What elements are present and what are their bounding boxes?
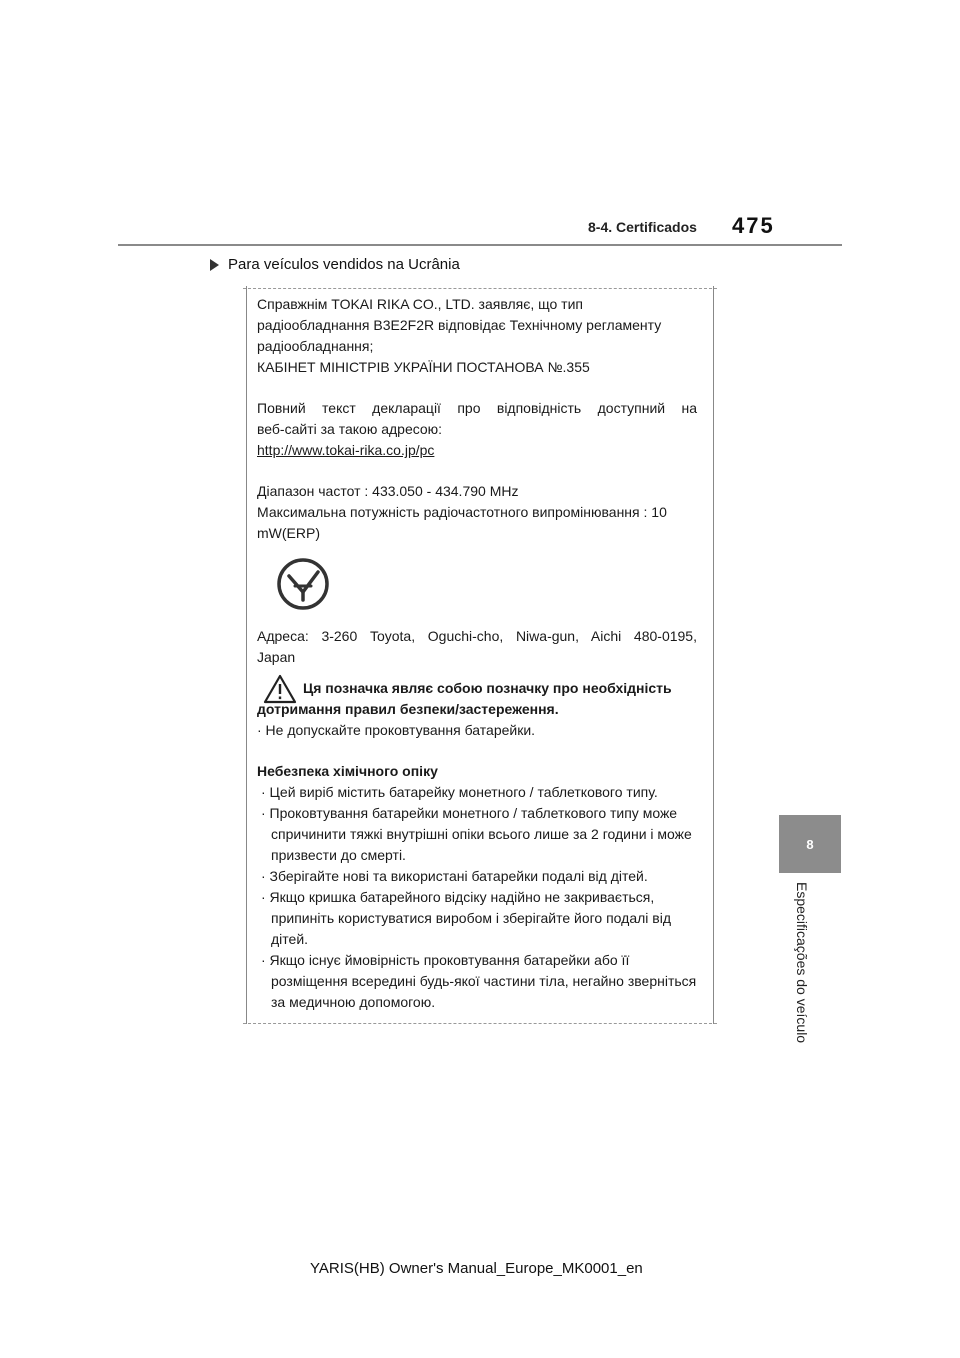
frequency-range: Діапазон частот : 433.050 - 434.790 MHz: [257, 483, 519, 499]
hazard-bullet-4: · Якщо кришка батарейного відсіку надійно не закривається, припиніть користуватися виробом і зберігайте його подалі від дітей.: [261, 889, 672, 947]
warning-heading-1: Ця позначка являє собою позначку про необхідність: [303, 680, 672, 696]
declaration-url[interactable]: http://www.tokai-rika.co.jp/pc: [257, 442, 435, 458]
hazard-bullet-5: · Якщо існує ймовірність проковтування батарейки або її розміщення всередині будь-якої частини тіла, негайно зверніться за медичною допомогою.: [261, 952, 697, 1010]
cert-line-6: веб-сайті за такою адресою:: [257, 421, 443, 437]
cert-line-2: радіообладнання B3E2F2R відповідає Технічному регламенту: [257, 317, 662, 333]
chapter-tab[interactable]: 8: [779, 815, 841, 873]
subsection-heading: [210, 256, 460, 273]
cert-line-5: Повний текст декларації про відповідність доступний на: [257, 400, 697, 416]
box-bottom-border: [243, 1023, 717, 1024]
certificate-content: [257, 294, 697, 1013]
cert-line-4: КАБІНЕТ МІНІСТРІВ УКРАЇНИ ПОСТАНОВА №.355: [257, 359, 590, 375]
warning-notice: [257, 678, 697, 699]
box-top-border: [243, 288, 717, 289]
max-power-line-2: mW(ERP): [257, 525, 320, 541]
address-line-2: Japan: [257, 649, 296, 665]
warning-item: · Не допускайте проковтування батарейки.: [257, 722, 536, 738]
cert-line-1: Справжнім TOKAI RIKA CO., LTD. заявляє, що тип: [257, 296, 583, 312]
chapter-label: Especificações do veículo: [794, 882, 810, 1044]
triangle-bullet-icon: [210, 259, 219, 271]
hazard-bullet-2: · Проковтування батарейки монетного / таблеткового типу може спричинити тяжкі внутрішні опіки всього лише за 2 години і може призвести до смерті.: [261, 805, 692, 863]
subsection-text: Para veículos vendidos na Ucrânia: [228, 256, 460, 273]
ukrainian-conformity-mark-icon: [275, 556, 331, 612]
chemical-burn-title: Небезпека хімічного опіку: [257, 763, 438, 779]
section-title: 8-4. Certificados: [588, 219, 697, 235]
header-divider: [118, 244, 842, 246]
hazard-bullet-3: · Зберігайте нові та використані батарейки подалі від дітей.: [261, 868, 648, 884]
warning-heading-2: дотримання правил безпеки/застереження.: [257, 701, 559, 717]
conformity-mark-row: [257, 556, 697, 616]
cert-line-3: радіообладнання;: [257, 338, 374, 354]
certificate-box: [246, 286, 714, 1024]
hazard-bullet-1: · Цей виріб містить батарейку монетного / таблеткового типу.: [261, 784, 658, 800]
page-number: 475: [732, 213, 775, 238]
warning-triangle-icon: [263, 674, 297, 704]
address-line-1: Адреса: 3-260 Toyota, Oguchi-cho, Niwa-gun, Aichi 480-0195,: [257, 628, 697, 644]
footer-manual-id: YARIS(HB) Owner's Manual_Europe_MK0001_en: [310, 1260, 643, 1277]
max-power-line-1: Максимальна потужність радіочастотного випромінювання : 10: [257, 504, 667, 520]
